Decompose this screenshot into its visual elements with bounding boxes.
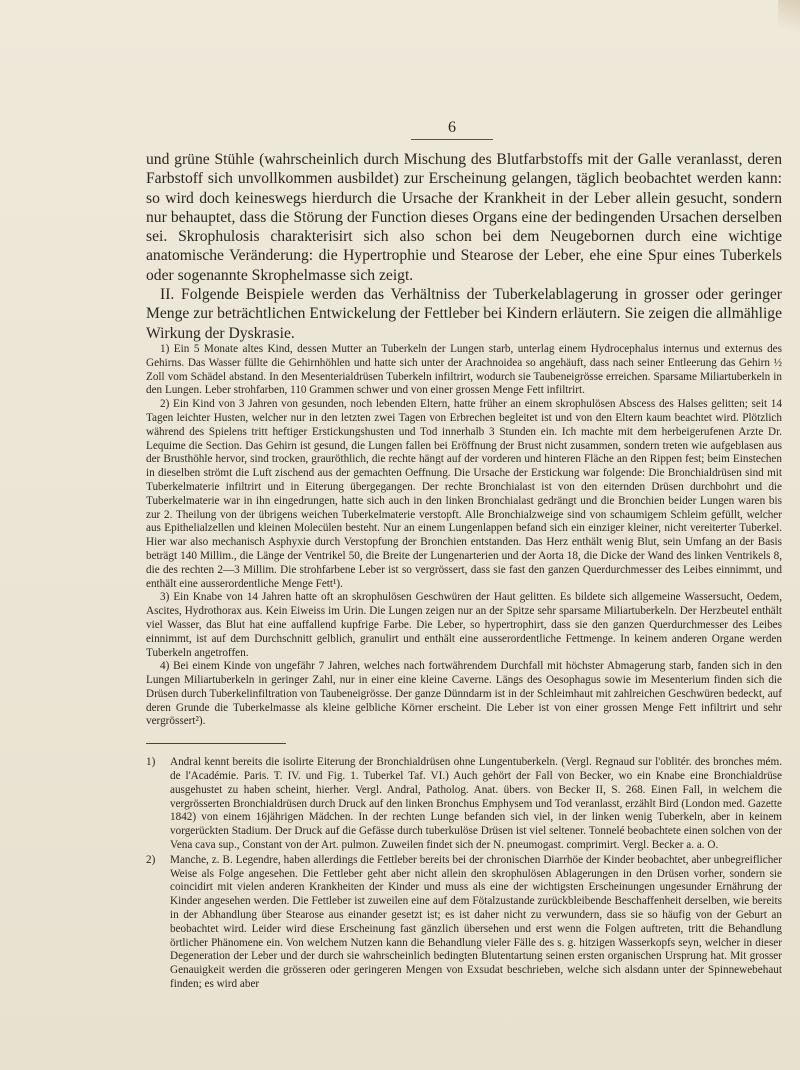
- footnote-2: [146, 854, 782, 992]
- case-1: 1) Ein 5 Monate altes Kind, dessen Mutter an Tuberkeln der Lungen starb, unterlag einem Hydrocephalus internus und externus des Gehirns. Das Wasser füllte die Gehirnhöhlen und hatte sich unter der Arachnoidea so angehäuft, dass nach seiner Entleerung das Gehirn ½ Zoll vom Schädel abstand. In den Mesenterialdrüsen Tuberkeln infiltrirt, wodurch sie Taubeneigrösse erreichen. Sparsame Miliartuberkeln in den Lungen. Leber strohfarben, 110 Grammen schwer und von einer grossen Menge Fett infiltrirt.: [146, 342, 782, 397]
- case-4: 4) Bei einem Kinde von ungefähr 7 Jahren, welches nach fortwährendem Durchfall mit höchster Abmagerung starb, fanden sich in den Lungen Miliartuberkeln in geringer Zahl, nur in einer eine kleine Caverne. Längs des Oesophagus sowie im Mesenterium finden sich die Drüsen durch Tuberkelinfiltration von Taubeneigrösse. Der ganze Dünndarm ist in der Schleimhaut mit zahlreichen Geschwüren bedeckt, auf deren Grunde die Tuberkelmasse als kleine gelbliche Körner erscheint. Die Leber ist von einer grossen Menge Fett infiltrirt und sehr vergrössert²).: [146, 660, 782, 728]
- intro-section: [146, 150, 782, 343]
- footnote-1-number: 1): [146, 756, 156, 769]
- text-column: [146, 150, 782, 992]
- page-number: 6: [448, 119, 456, 136]
- intro-paragraph-1: und grüne Stühle (wahrscheinlich durch Mischung des Blutfarbstoffs mit der Galle veranlasst, deren Farbstoff sich unvollkommen ausbildet) zur Erscheinung gelangen, täglich beobachtet werden kann: so wird doch keineswegs hierdurch die Ursache der Krankheit in der Leber allein gesucht, sondern nur behauptet, dass die Störung der Function dieses Organs eine der bedingenden Ursachen derselben sei. Skrophulosis charakterisirt sich also schon bei dem Neugebornen durch eine wichtige anatomische Veränderung: die Hypertrophie und Stearose der Leber, ehe eine Spur eines Tuberkels oder sogenannte Skrophelmasse sich zeigt.: [146, 151, 782, 284]
- case-2: 2) Ein Kind von 3 Jahren von gesunden, noch lebenden Eltern, hatte früher an einem skrophulösen Abscess des Halses gelitten; seit 14 Tagen leichter Husten, welcher nur in den letzten zwei Tagen von Erbrechen begleitet ist und von den Eltern kaum beachtet wird. Plötzlich während des Spielens tritt heftiger Erstickungshusten und Tod innerhalb 3 Stunden ein. Ich machte mit dem herbeigerufenen Arzte Dr. Lequime die Section. Das Gehirn ist gesund, die Lungen fallen bei Eröffnung der Brust nicht zusammen, sondern treten wie aufgeblasen aus der Brusthöhle hervor, sind trocken, grauröthlich, die rechte hängt auf der vorderen und hinteren Fläche an den Rippen fest; beim Einstechen in dieselben strömt die Luft zischend aus der gemachten Oeffnung. Die Ursache der Erstickung war folgende: Die Bronchialdrüsen sind mit Tuberkelmaterie infiltrirt und in Eiterung übergegangen. Der rechte Bronchialast ist von den eiternden Drüsen durchbohrt und die Tuberkelmaterie war in ihn eingedrungen, hatte sich auch in den linken Bronchialast gedrängt und die Bronchien beider Lungen waren bis zur 2. Theilung von der übrigens weichen Tuberkelmaterie verstopft. Alle Bronchialzweige sind von schaumigem Schleim gefüllt, welcher aus Epithelialzellen und kleinen Molecülen besteht. Nur an einem Lungenlappen befand sich ein einziger kleiner, nicht vereiterter Tuberkel. Hier war also mechanisch Asphyxie durch Verstopfung der Bronchien entstanden. Das Herz enthält wenig Blut, sein Umfang an der Basis beträgt 140 Millim., die Länge der Ventrikel 50, die Breite der Lungenarterien und der Aorta 18, die Dicke der Wand des linken Ventrikels 8, die des rechten 2—3 Millim. Die strohfarbene Leber ist so vergrössert, dass sie fast den ganzen Querdurchmesser des Leibes einnimmt, und enthält eine ausserordentliche Menge Fett¹).: [146, 398, 782, 590]
- footnote-1-text: Andral kennt bereits die isolirte Eiterung der Bronchialdrüsen ohne Lungentuberkeln. (Vergl. Regnaud sur l'oblitér. des bronches mém. de l'Académie. Paris. T. IV. und Fig. 1. Tuberkel Taf. VI.) Auch gehört der Fall von Becker, wo ein Knabe eine Bronchialdrüse ausgehustet zu haben scheint, hierher. Vergl. Andral, Patholog. Anat. übers. von Becker II, S. 268. Einen Fall, in welchem die vergrösserten Bronchialdrüsen durch Druck auf den linken Bronchus Emphysem und Tod veranlasst, erzählt Bird (London med. Gazette 1842) von einem 16jährigen Mädchen. In der rechten Lunge befanden sich viel, in der linken wenig Tuberkeln, aber in keinem vorgerückten Stadium. Der Druck auf die Gefässe durch tuberkulöse Drüsen ist viel seltener. Tonnelé beobachtete einen solchen von der Vena cava sup., Constant von der Art. pulmon. Zuweilen findet sich der N. pneumogast. comprimirt. Vergl. Becker a. a. O.: [170, 756, 782, 852]
- case-3: 3) Ein Knabe von 14 Jahren hatte oft an skrophulösen Geschwüren der Haut gelitten. Es bildete sich allgemeine Wassersucht, Oedem, Ascites, Hydrothorax aus. Kein Eiweiss im Urin. Die Lungen zeigen nur an der Spitze sehr sparsame Miliartuberkeln. Der Herzbeutel enthält viel Wasser, das Blut hat eine auffallend kupfrige Farbe. Die Leber, so hypertrophirt, dass sie den ganzen Querdurchmesser des Leibes einnimmt, ist auf dem Durchschnitt gelblich, granulirt und enthält eine ausserordentliche Fettmenge. In keinem anderen Organe werden Tuberkeln angetroffen.: [146, 591, 782, 659]
- footnote-2-number: 2): [146, 853, 156, 866]
- page-number-rule: [411, 139, 493, 140]
- footnote-separator: [146, 743, 286, 744]
- paper-stain: [778, 0, 800, 42]
- case-list: [146, 343, 782, 729]
- footnote-2-text: Manche, z. B. Legendre, haben allerdings die Fettleber bereits bei der chronischen Diarrhöe der Kinder beobachtet, aber unbegreiflicher Weise als Folge angesehen. Die Fettleber geht aber nicht allein den skrophulösen Ablagerungen in den Drüsen vorher, sondern sie coincidirt mit vielen anderen Krankheiten der Kinder und muss als eine der wichtigsten Erscheinungen ungesunder Ernährung der Kinder angesehen werden. Die Fettleber ist zuweilen eine auf dem Fötalzustande zurückbleibende Beschaffenheit derselben, wie bereits in der Abhandlung über Stearose aus einander gesetzt ist; es ist daher nicht zu verwundern, dass sie so häufig von der Geburt an beobachtet wird. Leider wird diese Erscheinung fast gänzlich übersehen und erst wenn die Folgen auftreten, tritt die Behandlung örtlicher Phänomene ein. Von welchem Nutzen kann die Behandlung vieler Fälle des s. g. hitzigen Wasserkopfs seyn, welcher in dieser Degeneration der Leber und der durch sie wahrscheinlich bedingten Blutentartung seinen ersten organischen Ursprung hat. Mit grosser Genauigkeit werden die grösseren oder geringeren Mengen von Exsudat beschrieben, welche sich alsdann unter der Spinnewebehaut finden; es wird aber: [170, 853, 782, 991]
- footnote-1: [146, 756, 782, 853]
- intro-paragraph-2: II. Folgende Beispiele werden das Verhältniss der Tuberkelablagerung in grosser oder geringer Menge zur beträchtlichen Entwickelung der Fettleber bei Kindern erläutern. Sie zeigen die allmählige Wirkung der Dyskrasie.: [146, 286, 782, 342]
